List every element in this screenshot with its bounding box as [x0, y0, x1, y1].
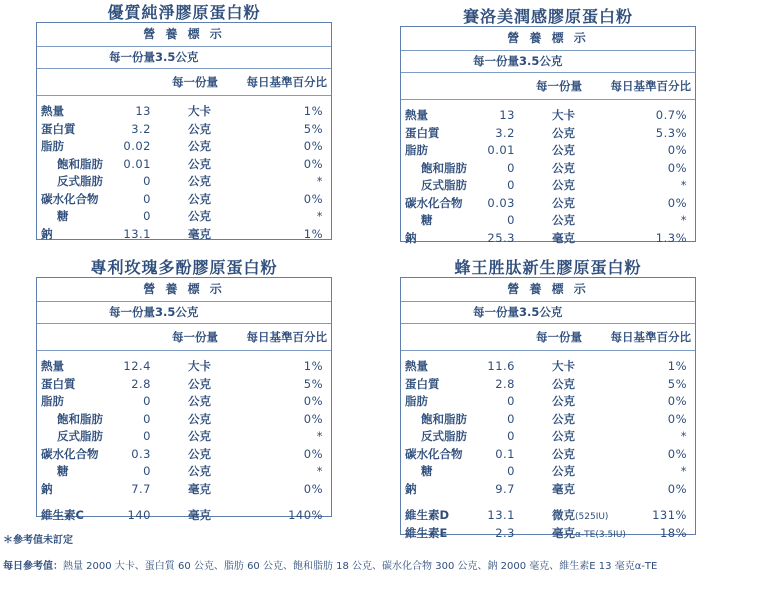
nutrient-value: 0	[507, 411, 515, 426]
nutrient-rows	[401, 351, 695, 542]
nutrient-unit-main: 公克	[188, 464, 211, 478]
nutrient-unit	[552, 358, 575, 376]
serving-size: 每一份量3.5公克	[401, 302, 695, 324]
nutrient-row	[37, 156, 331, 174]
nutrition-header: 營 養 標 示	[401, 27, 695, 51]
nutrient-unit-main: 公克	[188, 156, 211, 171]
nutrient-unit-main: 毫克	[188, 481, 211, 496]
nutrition-table	[36, 22, 332, 240]
nutrient-daily-percent: 0%	[667, 446, 687, 461]
nutrient-row	[401, 463, 695, 481]
nutrient-row	[37, 428, 331, 446]
daily-reference	[3, 557, 657, 572]
nutrient-row	[401, 160, 695, 178]
nutrient-name: 反式脂肪	[421, 178, 467, 192]
nutrient-name: 碳水化合物	[41, 191, 99, 206]
nutrient-unit	[188, 156, 211, 174]
nutrient-name: 蛋白質	[41, 376, 76, 391]
product-title: 專利玫瑰多酚膠原蛋白粉	[90, 258, 278, 277]
nutrient-daily-percent: 0%	[667, 143, 687, 157]
nutrient-row	[37, 463, 331, 481]
nutrient-unit-main: 公克	[188, 429, 211, 443]
nutrient-unit-main: 毫克	[552, 230, 575, 245]
nutrient-value: 0.1	[495, 446, 515, 461]
nutrient-row	[37, 173, 331, 191]
nutrient-daily-percent: 5.3%	[655, 125, 687, 140]
nutrient-value: 12.4	[123, 359, 151, 373]
nutrition-table	[400, 277, 696, 540]
nutrient-unit	[552, 376, 575, 394]
nutrient-unit-main: 毫克	[188, 508, 211, 522]
nutrient-unit	[188, 463, 211, 481]
nutrient-unit-main: 公克	[188, 446, 211, 461]
nutrient-row	[401, 411, 695, 429]
nutrient-daily-percent: *	[316, 429, 323, 443]
nutrient-name: 維生素D	[405, 508, 450, 522]
nutrient-name: 反式脂肪	[57, 174, 103, 188]
nutrient-row	[37, 446, 331, 464]
nutrient-row	[37, 507, 331, 525]
nutrient-name: 碳水化合物	[405, 195, 463, 210]
nutrient-value: 7.7	[131, 481, 151, 496]
nutrient-value: 13	[499, 108, 515, 122]
col-daily-percent: 每日基準百分比	[610, 330, 691, 344]
nutrient-row	[401, 507, 695, 525]
nutrient-unit-main: 公克	[188, 139, 211, 153]
nutrient-name: 脂肪	[41, 139, 64, 153]
nutrient-daily-percent: 18%	[659, 525, 687, 540]
daily-reference-text: 熱量 2000 大卡、蛋白質 60 公克、脂肪 60 公克、飽和脂肪 18 公克、碳水化合物 300 公克、鈉 2000 毫克、維生素E 13 毫克α-TE	[63, 561, 658, 572]
nutrient-value: 2.8	[131, 376, 151, 391]
column-headers	[401, 73, 695, 100]
nutrient-daily-percent: 0%	[303, 481, 323, 496]
nutrient-unit-main: 公克	[188, 209, 211, 223]
nutrient-name: 碳水化合物	[405, 446, 463, 461]
nutrient-value: 0	[143, 174, 151, 188]
nutrient-unit	[188, 358, 211, 376]
nutrient-row	[401, 446, 695, 464]
nutrient-unit	[188, 393, 211, 411]
nutrition-table	[400, 26, 696, 245]
nutrient-name: 飽和脂肪	[57, 156, 103, 171]
nutrient-value: 0.02	[123, 139, 151, 153]
footnote: ＊參考值未訂定	[3, 535, 73, 546]
nutrient-name: 蛋白質	[41, 121, 76, 136]
nutrient-unit	[188, 208, 211, 226]
nutrition-table	[36, 277, 332, 522]
nutrient-name: 鈉	[405, 230, 417, 245]
nutrient-value: 0.03	[487, 195, 515, 210]
product-title: 蜂王胜肽新生膠原蛋白粉	[454, 258, 642, 277]
nutrient-value: 0	[507, 178, 515, 192]
nutrient-row	[401, 177, 695, 195]
column-headers	[401, 324, 695, 351]
nutrient-daily-percent: 1.3%	[655, 230, 687, 245]
nutrient-row	[401, 195, 695, 213]
nutrient-unit-main: 公克	[552, 213, 575, 227]
nutrient-unit	[188, 481, 211, 499]
nutrient-name: 熱量	[405, 359, 428, 373]
nutrient-unit-main: 公克	[188, 411, 211, 426]
nutrient-unit-main: 公克	[188, 376, 211, 391]
nutrient-unit	[188, 138, 211, 156]
nutrient-unit-main: 公克	[552, 464, 575, 478]
nutrient-value: 0	[143, 191, 151, 206]
nutrient-unit	[552, 446, 575, 464]
nutrient-unit-main: 大卡	[552, 359, 575, 373]
nutrient-daily-percent: 0.7%	[655, 108, 687, 122]
nutrient-unit	[552, 463, 575, 481]
nutrient-name: 維生素E	[405, 525, 448, 540]
nutrient-unit	[188, 103, 211, 121]
nutrient-unit-main: 微克	[552, 508, 575, 522]
col-per-serving: 每一份量	[536, 330, 582, 344]
column-headers	[37, 69, 331, 96]
nutrient-unit	[552, 212, 575, 230]
nutrient-unit-main: 公克	[552, 178, 575, 192]
nutrient-value: 2.3	[495, 525, 515, 540]
nutrient-unit	[188, 226, 211, 244]
nutrient-unit-main: 公克	[188, 394, 211, 408]
nutrient-unit-main: 大卡	[188, 359, 211, 373]
nutrient-unit	[188, 507, 211, 525]
nutrient-name: 飽和脂肪	[421, 160, 467, 175]
nutrient-unit	[552, 428, 575, 446]
nutrient-rows	[37, 351, 331, 525]
nutrient-name: 脂肪	[405, 143, 428, 157]
serving-size: 每一份量3.5公克	[401, 51, 695, 73]
nutrient-unit	[552, 411, 575, 429]
nutrient-daily-percent: 0%	[667, 411, 687, 426]
nutrient-row	[37, 138, 331, 156]
nutrient-value: 140	[127, 508, 151, 522]
nutrient-name: 糖	[421, 464, 433, 478]
nutrient-value: 0	[507, 464, 515, 478]
nutrient-daily-percent: *	[316, 209, 323, 223]
nutrient-row	[37, 358, 331, 376]
nutrient-unit	[552, 107, 575, 125]
nutrient-value: 0.01	[487, 143, 515, 157]
nutrient-daily-percent: 0%	[303, 411, 323, 426]
nutrient-rows	[401, 100, 695, 247]
nutrient-row	[37, 411, 331, 429]
nutrient-unit	[188, 376, 211, 394]
nutrient-daily-percent: 0%	[667, 160, 687, 175]
nutrient-row	[401, 358, 695, 376]
nutrient-row	[37, 121, 331, 139]
nutrient-unit	[188, 191, 211, 209]
product-title: 優質純淨膠原蛋白粉	[107, 3, 261, 22]
nutrient-name: 熱量	[41, 359, 64, 373]
col-daily-percent: 每日基準百分比	[610, 79, 691, 93]
nutrient-daily-percent: 5%	[303, 376, 323, 391]
nutrient-name: 脂肪	[41, 394, 64, 408]
nutrient-daily-percent: *	[680, 213, 687, 227]
nutrient-unit-main: 公克	[552, 160, 575, 175]
nutrient-name: 蛋白質	[405, 125, 440, 140]
nutrient-row	[401, 481, 695, 499]
nutrient-row	[401, 428, 695, 446]
nutrient-unit	[552, 142, 575, 160]
nutrient-value: 13.1	[123, 226, 151, 241]
nutrient-row	[37, 103, 331, 121]
nutrient-unit-main: 公克	[552, 125, 575, 140]
nutrient-row	[37, 191, 331, 209]
nutrition-header: 營 養 標 示	[401, 278, 695, 302]
col-daily-percent: 每日基準百分比	[246, 330, 327, 344]
nutrient-unit	[552, 177, 575, 195]
nutrient-rows	[37, 96, 331, 243]
nutrient-daily-percent: 0%	[303, 191, 323, 206]
nutrient-daily-percent: 5%	[667, 376, 687, 391]
nutrient-daily-percent: 1%	[303, 226, 323, 241]
nutrient-name: 糖	[421, 213, 433, 227]
nutrient-name: 反式脂肪	[57, 429, 103, 443]
col-per-serving: 每一份量	[172, 330, 218, 344]
nutrient-unit-main: 公克	[188, 121, 211, 136]
nutrient-row	[401, 142, 695, 160]
nutrient-daily-percent: 1%	[667, 359, 687, 373]
nutrient-name: 糖	[57, 464, 69, 478]
nutrient-unit-main: 毫克	[552, 481, 575, 496]
nutrient-unit-main: 公克	[552, 376, 575, 391]
panel-product-4	[400, 255, 696, 540]
nutrient-row	[401, 107, 695, 125]
nutrient-value: 11.6	[487, 359, 515, 373]
nutrition-header: 營 養 標 示	[37, 278, 331, 302]
col-per-serving: 每一份量	[536, 79, 582, 93]
nutrient-value: 0	[143, 394, 151, 408]
nutrient-value: 0.01	[123, 156, 151, 171]
nutrient-row	[37, 226, 331, 244]
nutrient-value: 3.2	[495, 125, 515, 140]
nutrient-name: 熱量	[41, 104, 64, 118]
nutrient-unit	[552, 125, 575, 143]
nutrient-unit	[188, 173, 211, 191]
nutrient-daily-percent: 0%	[303, 139, 323, 153]
nutrient-name: 蛋白質	[405, 376, 440, 391]
nutrient-unit	[188, 121, 211, 139]
nutrient-name: 糖	[57, 209, 69, 223]
nutrient-value: 0	[507, 429, 515, 443]
nutrient-row	[401, 125, 695, 143]
nutrient-name: 脂肪	[405, 394, 428, 408]
nutrient-value: 9.7	[495, 481, 515, 496]
nutrient-unit-main: 公克	[552, 143, 575, 157]
nutrient-unit	[552, 230, 575, 248]
nutrient-daily-percent: *	[680, 429, 687, 443]
nutrient-name: 鈉	[405, 481, 417, 496]
nutrient-unit	[552, 195, 575, 213]
nutrient-unit-main: 大卡	[552, 108, 575, 122]
nutrient-daily-percent: 0%	[303, 394, 323, 408]
nutrient-value: 25.3	[487, 230, 515, 245]
nutrient-unit-main: 公克	[552, 195, 575, 210]
nutrient-unit-sub: (525IU)	[575, 512, 609, 522]
nutrient-value: 0	[507, 213, 515, 227]
nutrient-daily-percent: 0%	[667, 481, 687, 496]
nutrient-value: 3.2	[131, 121, 151, 136]
nutrient-unit-main: 公克	[552, 429, 575, 443]
nutrient-daily-percent: *	[316, 464, 323, 478]
serving-size: 每一份量3.5公克	[37, 302, 331, 324]
nutrient-daily-percent: 5%	[303, 121, 323, 136]
nutrient-unit-main: 公克	[552, 411, 575, 426]
nutrient-unit	[188, 411, 211, 429]
product-title: 賽洛美潤感膠原蛋白粉	[462, 7, 633, 26]
panel-product-2	[400, 4, 696, 244]
nutrient-unit	[552, 393, 575, 411]
nutrient-name: 熱量	[405, 108, 428, 122]
nutrient-daily-percent: 140%	[288, 508, 323, 522]
nutrient-unit-sub: α-TE(3.5IU)	[575, 529, 626, 540]
nutrient-row	[401, 230, 695, 248]
nutrient-name: 維生素C	[41, 508, 84, 522]
nutrient-daily-percent: 0%	[667, 394, 687, 408]
nutrient-row	[401, 376, 695, 394]
nutrient-name: 鈉	[41, 226, 53, 241]
nutrient-value: 0	[507, 160, 515, 175]
nutrient-value: 0	[507, 394, 515, 408]
nutrient-unit-main: 大卡	[188, 104, 211, 118]
col-per-serving: 每一份量	[172, 75, 218, 89]
nutrient-daily-percent: 0%	[303, 156, 323, 171]
col-daily-percent: 每日基準百分比	[246, 75, 327, 89]
nutrient-value: 13.1	[487, 508, 515, 522]
nutrition-header: 營 養 標 示	[37, 23, 331, 47]
nutrient-unit-main: 公克	[188, 191, 211, 206]
nutrient-unit	[188, 428, 211, 446]
serving-size: 每一份量3.5公克	[37, 47, 331, 69]
nutrient-row	[37, 208, 331, 226]
nutrient-value: 13	[135, 104, 151, 118]
nutrient-unit	[552, 481, 575, 499]
nutrient-value: 2.8	[495, 376, 515, 391]
daily-reference-label: 每日參考值：	[3, 561, 63, 572]
nutrient-daily-percent: 1%	[303, 104, 323, 118]
nutrient-unit	[552, 525, 626, 545]
nutrient-unit	[188, 446, 211, 464]
nutrient-row	[401, 212, 695, 230]
panel-product-1	[36, 0, 332, 240]
nutrient-daily-percent: 0%	[667, 195, 687, 210]
nutrient-row	[37, 481, 331, 499]
nutrient-name: 鈉	[41, 481, 53, 496]
nutrient-row	[401, 393, 695, 411]
nutrient-unit-main: 公克	[552, 446, 575, 461]
nutrient-unit-main: 公克	[188, 174, 211, 188]
nutrient-name: 飽和脂肪	[57, 411, 103, 426]
nutrient-daily-percent: *	[680, 464, 687, 478]
nutrient-row	[401, 525, 695, 543]
nutrient-name: 飽和脂肪	[421, 411, 467, 426]
nutrient-unit-main: 公克	[552, 394, 575, 408]
nutrient-daily-percent: 1%	[303, 359, 323, 373]
nutrient-daily-percent: *	[680, 178, 687, 192]
nutrient-name: 碳水化合物	[41, 446, 99, 461]
nutrient-daily-percent: *	[316, 174, 323, 188]
nutrient-daily-percent: 131%	[652, 508, 687, 522]
nutrient-unit	[552, 160, 575, 178]
panel-product-3	[36, 255, 332, 525]
nutrient-value: 0.3	[131, 446, 151, 461]
nutrient-value: 0	[143, 464, 151, 478]
column-headers	[37, 324, 331, 351]
nutrient-row	[37, 376, 331, 394]
nutrient-daily-percent: 0%	[303, 446, 323, 461]
nutrient-unit-main: 毫克	[188, 226, 211, 241]
nutrient-name: 反式脂肪	[421, 429, 467, 443]
nutrient-value: 0	[143, 429, 151, 443]
nutrient-value: 0	[143, 209, 151, 223]
nutrient-row	[37, 393, 331, 411]
nutrient-value: 0	[143, 411, 151, 426]
nutrient-unit-main: 毫克	[552, 525, 575, 540]
